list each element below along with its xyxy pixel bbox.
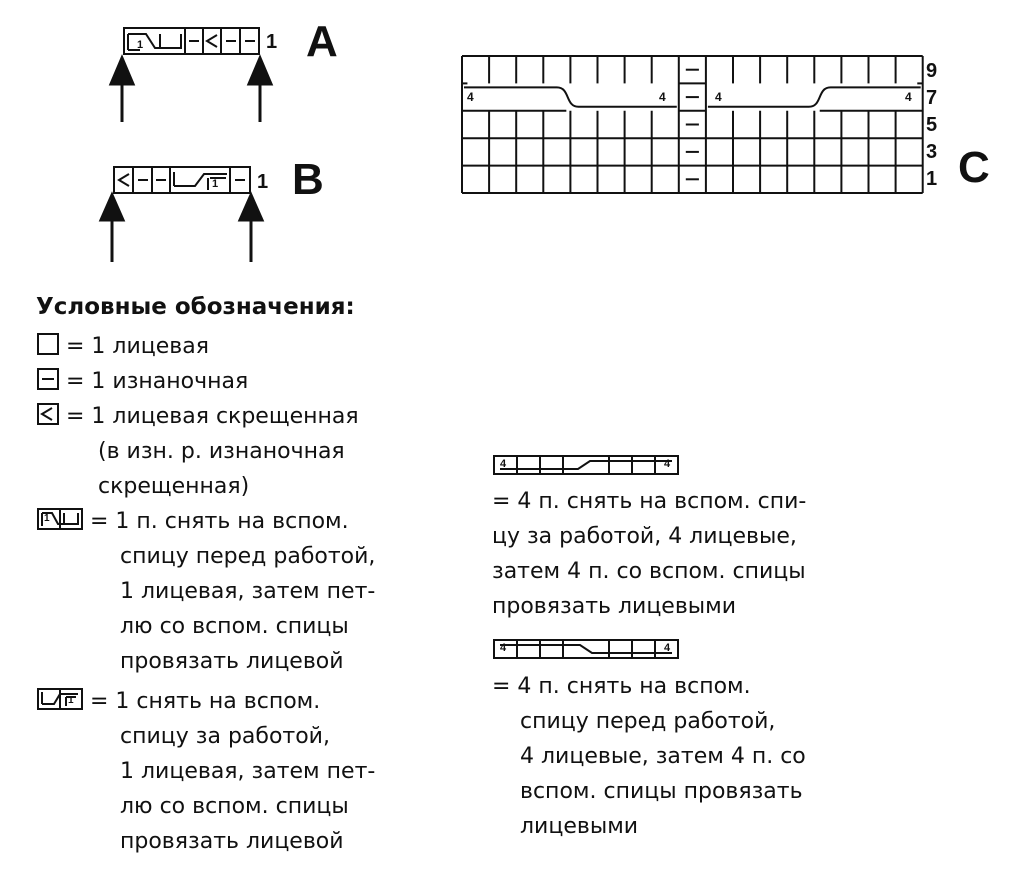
legend-cable-back-line: затем 4 п. со вспом. спицы	[492, 559, 806, 584]
legend-twisted-line: = 1 лицевая скрещенная	[66, 404, 359, 429]
chart-c-cable-number: 4	[467, 90, 474, 104]
legend-title: Условные обозначения:	[36, 294, 355, 320]
legend-cable-back-line: = 4 п. снять на вспом. спи-	[492, 489, 807, 514]
legend-cable-front-line: вспом. спицы провязать	[520, 779, 803, 804]
legend-cross-back-number: 1	[68, 695, 74, 706]
legend-cross-front-line: спицу перед работой,	[120, 544, 376, 569]
legend-cable-front-line: лицевыми	[520, 814, 639, 839]
legend-cable-front-line: 4 лицевые, затем 4 п. со	[520, 744, 806, 769]
legend-knit-text: = 1 лицевая	[66, 334, 209, 359]
legend-twisted-line: (в изн. р. изнаночная	[98, 439, 345, 464]
chart-a-row-number: 1	[266, 31, 278, 53]
legend-cross-front-line: = 1 п. снять на вспом.	[90, 509, 349, 534]
legend-cross-back-line: спицу за работой,	[120, 724, 330, 749]
chart-c-row-9: 9	[926, 60, 938, 82]
chart-c-row-7: 7	[926, 87, 938, 109]
chart-a-label: A	[306, 17, 338, 66]
legend-cross-back-line: = 1 снять на вспом.	[90, 689, 321, 714]
legend-purl-text: = 1 изнаночная	[66, 369, 249, 394]
chart-b-cable-number: 1	[212, 178, 219, 190]
legend-cross-back-line: лю со вспом. спицы	[120, 794, 349, 819]
legend-cross-front-line: провязать лицевой	[120, 649, 344, 674]
legend-cable-front-line: = 4 п. снять на вспом.	[492, 674, 751, 699]
legend-cross-front-line: лю со вспом. спицы	[120, 614, 349, 639]
chart-c-row-5: 5	[926, 114, 938, 136]
chart-b-label: B	[292, 155, 324, 204]
legend-cable-back-icon	[494, 456, 678, 474]
chart-c-label: C	[958, 143, 990, 192]
chart-b-row-number: 1	[257, 171, 269, 193]
chart-c-cable-number: 4	[659, 90, 666, 104]
legend-cable-back-line: провязать лицевыми	[492, 594, 737, 619]
legend-twisted-line: скрещенная)	[98, 474, 250, 499]
chart-c-row-1: 1	[926, 168, 938, 190]
legend-cross-back-line: провязать лицевой	[120, 829, 344, 854]
legend-cable-front-line: спицу перед работой,	[520, 709, 776, 734]
chart-c-cable-number: 4	[905, 90, 912, 104]
legend-cable-back-number: 4	[500, 458, 507, 470]
legend-cable-back-line: цу за работой, 4 лицевые,	[492, 524, 797, 549]
chart-c-row-3: 3	[926, 141, 938, 163]
chart-c-cable-number: 4	[715, 90, 722, 104]
legend-cross-back-line: 1 лицевая, затем пет-	[120, 759, 376, 784]
legend-cross-front-number: 1	[44, 513, 50, 524]
legend-cross-front-line: 1 лицевая, затем пет-	[120, 579, 376, 604]
legend-cable-front-number: 4	[500, 642, 507, 654]
chart-a-cable-number: 1	[137, 39, 144, 51]
legend-cable-front-number: 4	[664, 642, 671, 654]
legend-cable-back-number: 4	[664, 458, 671, 470]
